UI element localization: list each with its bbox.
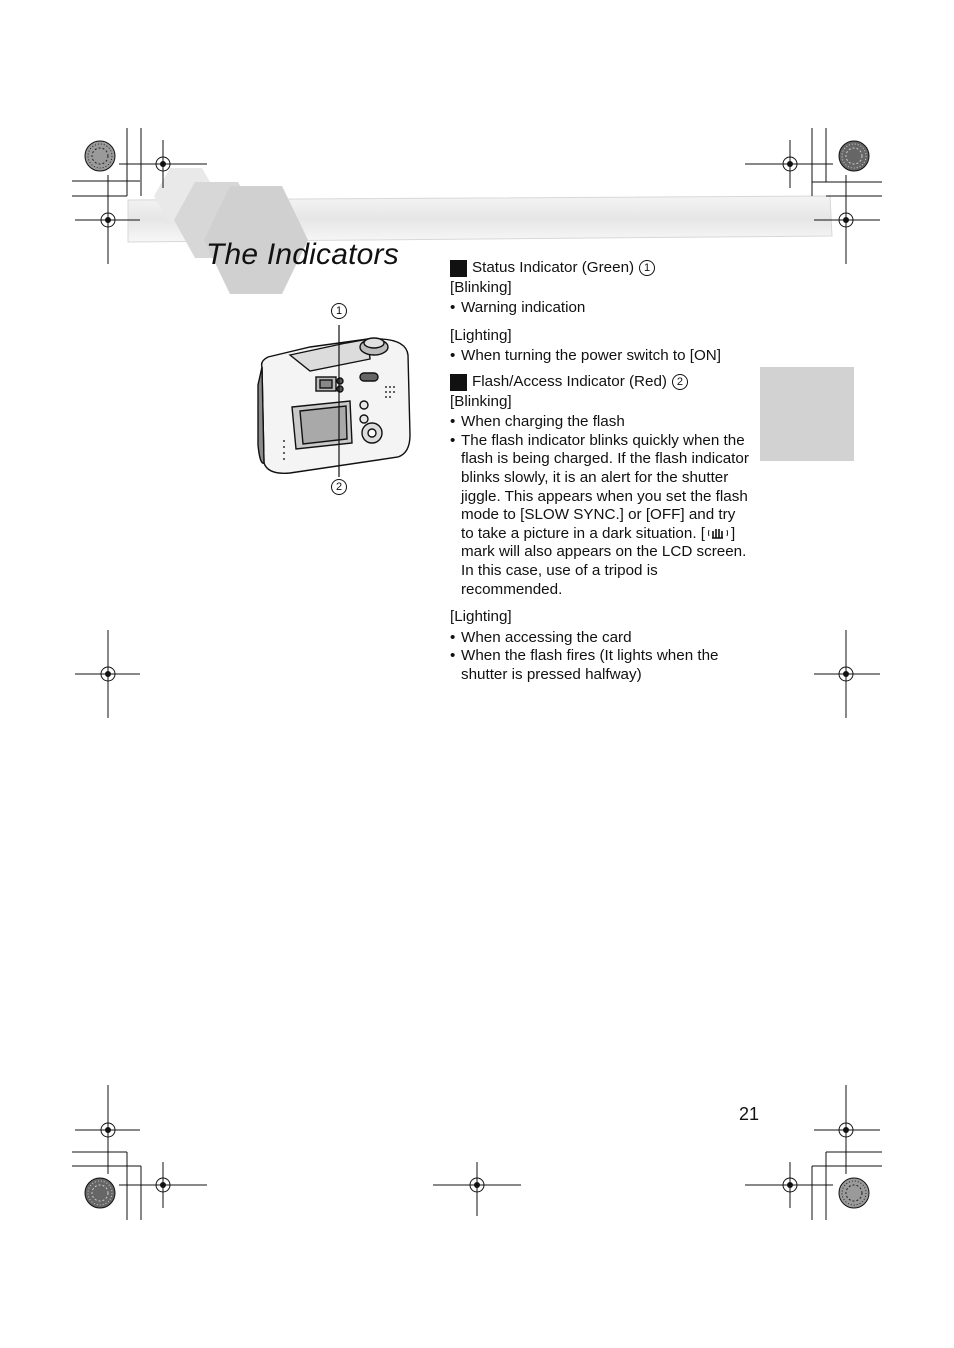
registration-sunburst-icon xyxy=(85,141,115,171)
list-item: • When turning the power switch to [ON] xyxy=(450,347,750,366)
crosshair-icon xyxy=(433,1162,521,1216)
flash-lighting-label: [Lighting] xyxy=(450,608,512,626)
page-number: 21 xyxy=(739,1104,760,1124)
flash-blinking-list xyxy=(450,413,750,599)
status-lighting-list xyxy=(450,347,750,366)
flash-indicator-heading: Flash/Access Indicator (Red) 2 xyxy=(450,373,750,392)
camera-illustration xyxy=(250,325,420,480)
marker-2-badge: 2 xyxy=(672,374,688,390)
status-blinking-label: [Blinking] xyxy=(450,278,512,296)
registration-sunburst-icon xyxy=(839,141,869,171)
registration-sunburst-icon xyxy=(85,1178,115,1208)
status-indicator-heading: Status Indicator (Green) 1 xyxy=(450,259,750,278)
list-item: • The flash indicator blinks quickly when the flash is being charged. If the flash indicator blinks slowly, it is an alert for the shutter jiggle. This appears when you set the flash mode to [SLOW SYNC.] or [OFF] and try to take a picture in a dark situation. [ ] mark will also appears on the LCD screen. In this case, use of a tripod is recommended. xyxy=(450,432,750,599)
marker-1-badge: 1 xyxy=(639,260,655,276)
page-title: The Indicators xyxy=(206,238,399,272)
shake-hand-icon xyxy=(707,526,729,540)
callout-2: 2 xyxy=(331,479,347,495)
list-item: • When charging the flash xyxy=(450,413,750,432)
list-item: • Warning indication xyxy=(450,299,750,318)
section-marker-icon xyxy=(450,260,467,277)
status-lighting-label: [Lighting] xyxy=(450,326,512,344)
list-item: • When accessing the card xyxy=(450,629,750,648)
chapter-tab xyxy=(760,367,854,461)
indicator-descriptions xyxy=(450,259,750,684)
status-blinking-list xyxy=(450,299,750,318)
section-marker-icon xyxy=(450,374,467,391)
registration-sunburst-icon xyxy=(839,1178,869,1208)
flash-lighting-list xyxy=(450,629,750,685)
flash-blinking-label: [Blinking] xyxy=(450,392,512,410)
list-item: • When the flash fires (It lights when the shutter is pressed halfway) xyxy=(450,647,750,684)
callout-1: 1 xyxy=(331,303,347,319)
